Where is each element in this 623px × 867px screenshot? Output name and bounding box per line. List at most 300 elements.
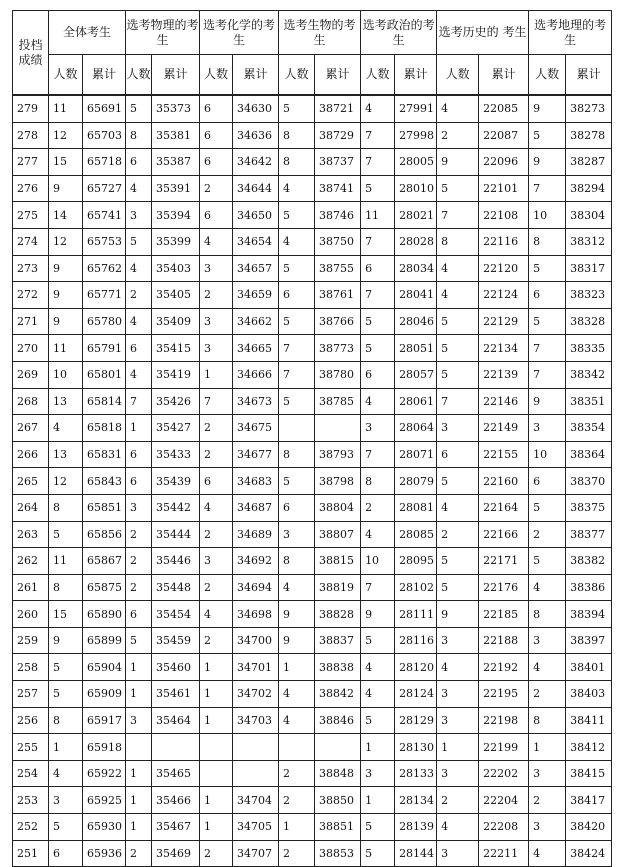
count-cell: 13 xyxy=(49,441,83,468)
count-cell: 4 xyxy=(49,415,83,442)
count-cell: 3 xyxy=(529,627,566,654)
header-group-chemistry: 选考化学的考生 xyxy=(200,11,279,55)
score-cell: 279 xyxy=(13,95,49,122)
cumulative-cell: 65904 xyxy=(83,654,126,681)
cumulative-cell: 28021 xyxy=(395,202,437,229)
cumulative-cell: 38364 xyxy=(566,441,612,468)
cumulative-cell: 38819 xyxy=(315,574,361,601)
cumulative-cell: 28061 xyxy=(395,388,437,415)
score-cell: 275 xyxy=(13,202,49,229)
count-cell: 4 xyxy=(126,255,152,282)
count-cell: 5 xyxy=(126,228,152,255)
cumulative-cell: 38375 xyxy=(566,494,612,521)
cumulative-cell: 38755 xyxy=(315,255,361,282)
count-cell: 9 xyxy=(49,255,83,282)
cumulative-cell: 22208 xyxy=(479,814,529,841)
score-cell: 276 xyxy=(13,175,49,202)
count-cell: 5 xyxy=(279,388,315,415)
subheader-count: 人数 xyxy=(361,55,395,96)
cumulative-cell: 22129 xyxy=(479,308,529,335)
cumulative-cell: 28139 xyxy=(395,814,437,841)
cumulative-cell: 38287 xyxy=(566,149,612,176)
count-cell: 3 xyxy=(437,707,479,734)
cumulative-cell: 65875 xyxy=(83,574,126,601)
table-row xyxy=(13,361,612,388)
score-cell: 260 xyxy=(13,601,49,628)
count-cell: 8 xyxy=(279,122,315,149)
cumulative-cell: 34666 xyxy=(233,361,279,388)
count-cell: 4 xyxy=(279,574,315,601)
count-cell: 6 xyxy=(361,255,395,282)
cumulative-cell: 38837 xyxy=(315,627,361,654)
count-cell: 2 xyxy=(200,415,233,442)
cumulative-cell xyxy=(315,734,361,761)
count-cell: 9 xyxy=(361,601,395,628)
cumulative-cell: 28064 xyxy=(395,415,437,442)
cumulative-cell: 38828 xyxy=(315,601,361,628)
cumulative-cell: 34657 xyxy=(233,255,279,282)
cumulative-cell: 65867 xyxy=(83,548,126,575)
cumulative-cell: 35439 xyxy=(152,468,200,495)
cumulative-cell: 38741 xyxy=(315,175,361,202)
table-row xyxy=(13,548,612,575)
cumulative-cell: 28085 xyxy=(395,521,437,548)
table-row xyxy=(13,441,612,468)
cumulative-cell: 35461 xyxy=(152,681,200,708)
cumulative-cell: 34701 xyxy=(233,654,279,681)
cumulative-cell: 65801 xyxy=(83,361,126,388)
cumulative-cell: 65918 xyxy=(83,734,126,761)
count-cell: 3 xyxy=(437,627,479,654)
table-row xyxy=(13,494,612,521)
count-cell: 6 xyxy=(437,441,479,468)
count-cell: 7 xyxy=(361,574,395,601)
cumulative-cell: 34665 xyxy=(233,335,279,362)
cumulative-cell: 28124 xyxy=(395,681,437,708)
cumulative-cell: 38323 xyxy=(566,282,612,309)
cumulative-cell: 22087 xyxy=(479,122,529,149)
score-cell: 263 xyxy=(13,521,49,548)
cumulative-cell: 28133 xyxy=(395,760,437,787)
header-group-all: 全体考生 xyxy=(49,11,126,55)
count-cell: 2 xyxy=(279,760,315,787)
count-cell: 2 xyxy=(200,521,233,548)
count-cell: 1 xyxy=(529,734,566,761)
count-cell: 13 xyxy=(49,388,83,415)
count-cell: 5 xyxy=(279,255,315,282)
cumulative-cell: 28028 xyxy=(395,228,437,255)
cumulative-cell: 35373 xyxy=(152,95,200,122)
subheader-cumulative: 累计 xyxy=(395,55,437,96)
count-cell: 14 xyxy=(49,202,83,229)
table-row xyxy=(13,654,612,681)
count-cell: 7 xyxy=(361,122,395,149)
count-cell: 5 xyxy=(361,627,395,654)
score-cell: 264 xyxy=(13,494,49,521)
table-row xyxy=(13,175,612,202)
table-row xyxy=(13,255,612,282)
cumulative-cell: 22139 xyxy=(479,361,529,388)
cumulative-cell: 34692 xyxy=(233,548,279,575)
cumulative-cell: 34677 xyxy=(233,441,279,468)
cumulative-cell: 22171 xyxy=(479,548,529,575)
cumulative-cell: 65890 xyxy=(83,601,126,628)
count-cell: 3 xyxy=(437,840,479,867)
count-cell: 2 xyxy=(529,681,566,708)
cumulative-cell: 38386 xyxy=(566,574,612,601)
score-cell: 269 xyxy=(13,361,49,388)
count-cell: 4 xyxy=(361,95,395,122)
subheader-cumulative: 累计 xyxy=(566,55,612,96)
score-cell: 267 xyxy=(13,415,49,442)
count-cell: 7 xyxy=(437,202,479,229)
count-cell: 7 xyxy=(200,388,233,415)
count-cell: 9 xyxy=(49,175,83,202)
count-cell: 6 xyxy=(126,468,152,495)
score-cell: 273 xyxy=(13,255,49,282)
table-row xyxy=(13,734,612,761)
count-cell: 6 xyxy=(126,149,152,176)
cumulative-cell: 28116 xyxy=(395,627,437,654)
count-cell: 4 xyxy=(361,388,395,415)
count-cell: 4 xyxy=(529,654,566,681)
cumulative-cell: 28134 xyxy=(395,787,437,814)
cumulative-cell: 28046 xyxy=(395,308,437,335)
count-cell: 5 xyxy=(529,255,566,282)
count-cell: 1 xyxy=(200,681,233,708)
count-cell: 5 xyxy=(529,494,566,521)
cumulative-cell: 34702 xyxy=(233,681,279,708)
score-cell: 271 xyxy=(13,308,49,335)
count-cell: 5 xyxy=(279,202,315,229)
count-cell: 4 xyxy=(126,175,152,202)
table-row xyxy=(13,228,612,255)
count-cell: 8 xyxy=(49,574,83,601)
table-row xyxy=(13,149,612,176)
cumulative-cell: 38838 xyxy=(315,654,361,681)
cumulative-cell: 34687 xyxy=(233,494,279,521)
cumulative-cell: 65922 xyxy=(83,760,126,787)
cumulative-cell xyxy=(152,734,200,761)
count-cell: 3 xyxy=(529,415,566,442)
cumulative-cell: 34703 xyxy=(233,707,279,734)
score-cell: 252 xyxy=(13,814,49,841)
count-cell: 5 xyxy=(361,175,395,202)
subheader-row xyxy=(13,55,612,96)
count-cell: 2 xyxy=(200,574,233,601)
count-cell: 2 xyxy=(126,521,152,548)
count-cell: 3 xyxy=(529,760,566,787)
cumulative-cell: 65899 xyxy=(83,627,126,654)
subheader-cumulative: 累计 xyxy=(83,55,126,96)
cumulative-cell: 38354 xyxy=(566,415,612,442)
cumulative-cell: 38335 xyxy=(566,335,612,362)
cumulative-cell: 34675 xyxy=(233,415,279,442)
count-cell: 5 xyxy=(361,707,395,734)
count-cell: 1 xyxy=(200,707,233,734)
cumulative-cell: 65843 xyxy=(83,468,126,495)
count-cell: 11 xyxy=(49,335,83,362)
cumulative-cell: 22149 xyxy=(479,415,529,442)
cumulative-cell xyxy=(233,734,279,761)
count-cell: 2 xyxy=(126,840,152,867)
table-row xyxy=(13,468,612,495)
cumulative-cell: 22096 xyxy=(479,149,529,176)
count-cell: 5 xyxy=(361,814,395,841)
count-cell: 1 xyxy=(49,734,83,761)
subheader-cumulative: 累计 xyxy=(315,55,361,96)
table-row xyxy=(13,122,612,149)
cumulative-cell: 35405 xyxy=(152,282,200,309)
cumulative-cell: 38278 xyxy=(566,122,612,149)
cumulative-cell: 22134 xyxy=(479,335,529,362)
table-row xyxy=(13,388,612,415)
count-cell: 7 xyxy=(279,361,315,388)
count-cell: 5 xyxy=(279,95,315,122)
cumulative-cell: 28034 xyxy=(395,255,437,282)
count-cell: 3 xyxy=(200,308,233,335)
cumulative-cell: 35399 xyxy=(152,228,200,255)
cumulative-cell: 28057 xyxy=(395,361,437,388)
count-cell: 2 xyxy=(126,282,152,309)
cumulative-cell: 65818 xyxy=(83,415,126,442)
count-cell: 6 xyxy=(200,95,233,122)
cumulative-cell: 65831 xyxy=(83,441,126,468)
cumulative-cell: 35387 xyxy=(152,149,200,176)
cumulative-cell: 34705 xyxy=(233,814,279,841)
count-cell: 9 xyxy=(279,601,315,628)
count-cell: 3 xyxy=(361,415,395,442)
cumulative-cell: 38815 xyxy=(315,548,361,575)
cumulative-cell: 22185 xyxy=(479,601,529,628)
cumulative-cell: 38411 xyxy=(566,707,612,734)
count-cell: 3 xyxy=(200,255,233,282)
cumulative-cell: 65703 xyxy=(83,122,126,149)
cumulative-cell: 38721 xyxy=(315,95,361,122)
count-cell: 9 xyxy=(49,627,83,654)
cumulative-cell: 34654 xyxy=(233,228,279,255)
subheader-count: 人数 xyxy=(200,55,233,96)
count-cell: 5 xyxy=(437,574,479,601)
count-cell xyxy=(200,734,233,761)
cumulative-cell: 38746 xyxy=(315,202,361,229)
count-cell: 2 xyxy=(200,175,233,202)
cumulative-cell: 28144 xyxy=(395,840,437,867)
table-body xyxy=(13,95,612,867)
count-cell: 7 xyxy=(529,175,566,202)
count-cell: 7 xyxy=(279,335,315,362)
cumulative-cell: 38294 xyxy=(566,175,612,202)
cumulative-cell: 35403 xyxy=(152,255,200,282)
table-row xyxy=(13,308,612,335)
table-row xyxy=(13,202,612,229)
count-cell: 10 xyxy=(49,361,83,388)
header-group-history: 选考历史的 考生 xyxy=(437,11,529,55)
count-cell: 5 xyxy=(361,840,395,867)
cumulative-cell: 38785 xyxy=(315,388,361,415)
count-cell: 12 xyxy=(49,228,83,255)
cumulative-cell: 38317 xyxy=(566,255,612,282)
subheader-cumulative: 累计 xyxy=(233,55,279,96)
cumulative-cell: 22124 xyxy=(479,282,529,309)
cumulative-cell: 35464 xyxy=(152,707,200,734)
cumulative-cell: 22188 xyxy=(479,627,529,654)
cumulative-cell: 38403 xyxy=(566,681,612,708)
cumulative-cell: 35466 xyxy=(152,787,200,814)
cumulative-cell: 28005 xyxy=(395,149,437,176)
count-cell: 8 xyxy=(49,494,83,521)
cumulative-cell: 35467 xyxy=(152,814,200,841)
cumulative-cell: 38853 xyxy=(315,840,361,867)
count-cell: 11 xyxy=(361,202,395,229)
header-group-politics: 选考政治的考生 xyxy=(361,11,437,55)
score-cell: 265 xyxy=(13,468,49,495)
count-cell: 3 xyxy=(529,814,566,841)
count-cell: 2 xyxy=(529,521,566,548)
cumulative-cell: 65791 xyxy=(83,335,126,362)
cumulative-cell: 28095 xyxy=(395,548,437,575)
count-cell: 15 xyxy=(49,601,83,628)
count-cell: 1 xyxy=(126,654,152,681)
cumulative-cell: 35394 xyxy=(152,202,200,229)
table-row xyxy=(13,282,612,309)
count-cell: 7 xyxy=(529,361,566,388)
count-cell: 7 xyxy=(361,282,395,309)
count-cell: 1 xyxy=(279,654,315,681)
cumulative-cell: 35427 xyxy=(152,415,200,442)
cumulative-cell xyxy=(315,415,361,442)
count-cell: 11 xyxy=(49,95,83,122)
count-cell: 9 xyxy=(49,308,83,335)
count-cell: 9 xyxy=(529,95,566,122)
count-cell: 6 xyxy=(126,601,152,628)
count-cell: 7 xyxy=(361,441,395,468)
cumulative-cell: 34700 xyxy=(233,627,279,654)
count-cell: 3 xyxy=(49,787,83,814)
count-cell: 6 xyxy=(361,361,395,388)
count-cell: 5 xyxy=(126,95,152,122)
cumulative-cell: 34650 xyxy=(233,202,279,229)
count-cell: 5 xyxy=(126,627,152,654)
count-cell: 4 xyxy=(361,681,395,708)
cumulative-cell: 65909 xyxy=(83,681,126,708)
cumulative-cell: 35426 xyxy=(152,388,200,415)
table-row xyxy=(13,681,612,708)
cumulative-cell: 38848 xyxy=(315,760,361,787)
score-cell: 262 xyxy=(13,548,49,575)
count-cell: 1 xyxy=(200,787,233,814)
cumulative-cell: 35446 xyxy=(152,548,200,575)
count-cell xyxy=(279,415,315,442)
cumulative-cell: 34689 xyxy=(233,521,279,548)
count-cell: 6 xyxy=(200,149,233,176)
cumulative-cell: 35419 xyxy=(152,361,200,388)
count-cell: 4 xyxy=(437,654,479,681)
count-cell: 8 xyxy=(529,707,566,734)
count-cell: 6 xyxy=(279,282,315,309)
cumulative-cell xyxy=(233,760,279,787)
cumulative-cell: 38846 xyxy=(315,707,361,734)
table-row xyxy=(13,760,612,787)
cumulative-cell: 22085 xyxy=(479,95,529,122)
table-row xyxy=(13,707,612,734)
count-cell: 8 xyxy=(529,601,566,628)
table-row xyxy=(13,574,612,601)
cumulative-cell: 28010 xyxy=(395,175,437,202)
count-cell: 3 xyxy=(126,202,152,229)
count-cell: 9 xyxy=(49,282,83,309)
cumulative-cell: 34644 xyxy=(233,175,279,202)
count-cell: 6 xyxy=(200,202,233,229)
cumulative-cell: 34659 xyxy=(233,282,279,309)
cumulative-cell: 34630 xyxy=(233,95,279,122)
cumulative-cell: 22101 xyxy=(479,175,529,202)
count-cell: 3 xyxy=(279,521,315,548)
cumulative-cell: 35391 xyxy=(152,175,200,202)
count-cell: 9 xyxy=(279,627,315,654)
score-cell: 254 xyxy=(13,760,49,787)
header-group-biology: 选考生物的考生 xyxy=(279,11,361,55)
cumulative-cell: 28120 xyxy=(395,654,437,681)
count-cell: 4 xyxy=(49,760,83,787)
count-cell: 7 xyxy=(361,228,395,255)
count-cell: 8 xyxy=(361,468,395,495)
cumulative-cell: 38382 xyxy=(566,548,612,575)
count-cell: 1 xyxy=(126,681,152,708)
cumulative-cell: 22198 xyxy=(479,707,529,734)
count-cell: 9 xyxy=(437,149,479,176)
count-cell: 4 xyxy=(279,681,315,708)
count-cell: 5 xyxy=(437,308,479,335)
count-cell: 2 xyxy=(279,840,315,867)
subheader-count: 人数 xyxy=(437,55,479,96)
count-cell: 4 xyxy=(200,494,233,521)
cumulative-cell: 38417 xyxy=(566,787,612,814)
count-cell: 8 xyxy=(49,707,83,734)
cumulative-cell: 38850 xyxy=(315,787,361,814)
score-cell: 255 xyxy=(13,734,49,761)
count-cell: 9 xyxy=(529,149,566,176)
cumulative-cell: 38401 xyxy=(566,654,612,681)
cumulative-cell: 22199 xyxy=(479,734,529,761)
cumulative-cell: 35459 xyxy=(152,627,200,654)
cumulative-cell: 22166 xyxy=(479,521,529,548)
count-cell: 2 xyxy=(437,787,479,814)
count-cell: 8 xyxy=(279,441,315,468)
cumulative-cell: 22195 xyxy=(479,681,529,708)
cumulative-cell: 28079 xyxy=(395,468,437,495)
score-cell: 253 xyxy=(13,787,49,814)
cumulative-cell: 22202 xyxy=(479,760,529,787)
score-cell: 266 xyxy=(13,441,49,468)
count-cell: 5 xyxy=(529,308,566,335)
count-cell: 10 xyxy=(529,202,566,229)
cumulative-cell: 35442 xyxy=(152,494,200,521)
score-cell: 277 xyxy=(13,149,49,176)
count-cell: 5 xyxy=(437,175,479,202)
cumulative-cell: 22164 xyxy=(479,494,529,521)
cumulative-cell: 34704 xyxy=(233,787,279,814)
count-cell: 2 xyxy=(361,494,395,521)
cumulative-cell: 38761 xyxy=(315,282,361,309)
score-cell: 259 xyxy=(13,627,49,654)
cumulative-cell: 35460 xyxy=(152,654,200,681)
cumulative-cell: 38737 xyxy=(315,149,361,176)
count-cell: 4 xyxy=(529,840,566,867)
count-cell: 4 xyxy=(361,521,395,548)
count-cell: 2 xyxy=(200,627,233,654)
score-cell: 256 xyxy=(13,707,49,734)
